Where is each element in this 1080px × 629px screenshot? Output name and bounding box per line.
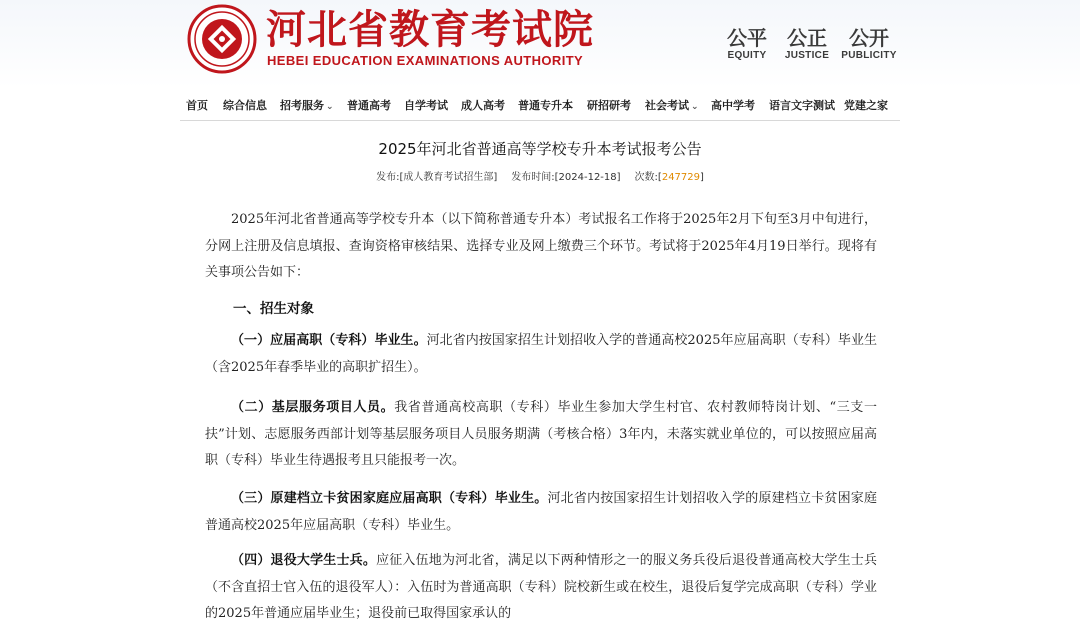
nav-item-gaokao[interactable] xyxy=(347,97,391,113)
paragraph-item-4 xyxy=(205,548,877,628)
nav-item-social-exams[interactable] xyxy=(645,97,699,113)
motto-zh: 公平 xyxy=(727,26,767,50)
item-text: 河北省内按国家招生计划招收入学的原建档立卡贫困家庭普通高校2025年应届高职（专科）毕业生。 xyxy=(205,491,877,533)
nav-label: 自学考试 xyxy=(404,99,448,112)
nav-label: 成人高考 xyxy=(461,99,505,112)
nav-label: 社会考试 xyxy=(645,99,689,112)
site-subtitle: HEBEI EDUCATION EXAMINATIONS AUTHORITY xyxy=(267,53,584,68)
item-text: 河北省内按国家招生计划招收入学的普通高校2025年应届高职（专科）毕业生（含2025年春季毕业的高职扩招生）。 xyxy=(205,333,877,375)
nav-label: 首页 xyxy=(186,99,208,112)
nav-item-adult-gaokao[interactable] xyxy=(461,97,505,113)
nav-label: 招考服务 xyxy=(280,99,324,112)
main-nav xyxy=(180,92,900,121)
paragraph-item-2 xyxy=(205,395,877,475)
nav-label: 综合信息 xyxy=(223,99,267,112)
article-meta xyxy=(180,168,900,183)
motto-publicity xyxy=(834,26,904,61)
chevron-down-icon: ⌄ xyxy=(326,102,334,112)
nav-item-upgrade-exam[interactable] xyxy=(518,97,573,113)
nav-item-language-test[interactable] xyxy=(769,97,835,113)
views-suffix: ] xyxy=(700,172,704,183)
motto-en: PUBLICITY xyxy=(841,50,897,61)
nav-item-graduate-exam[interactable] xyxy=(587,97,631,113)
authority-seal-logo[interactable] xyxy=(187,4,257,74)
nav-item-high-school-exam[interactable] xyxy=(711,97,755,113)
nav-item-home[interactable] xyxy=(186,97,208,113)
nav-label: 语言文字测试 xyxy=(769,99,835,112)
nav-label: 党建之家 xyxy=(844,99,888,112)
section-heading: 一、招生对象 xyxy=(233,301,314,317)
publish-date: 发布时间:[2024-12-18] xyxy=(511,172,621,183)
nav-label: 普通专升本 xyxy=(518,99,573,112)
nav-label: 高中学考 xyxy=(711,99,755,112)
motto-zh: 公开 xyxy=(849,26,889,50)
nav-item-party-building[interactable] xyxy=(844,97,888,113)
chevron-down-icon: ⌄ xyxy=(691,102,699,112)
nav-label: 普通高考 xyxy=(347,99,391,112)
item-text: 我省普通高校高职（专科）毕业生参加大学生村官、农村教师特岗计划、“三支一扶”计划、志愿服务西部计划等基层服务项目人员服务期满（考核合格）3年内，未落实就业单位的，可以按照应届高职（专科）毕业生待遇报考且只能报考一次。 xyxy=(205,400,877,468)
article-title: 2025年河北省普通高等学校专升本考试报考公告 xyxy=(378,140,702,158)
item-heading: （三）原建档立卡贫困家庭应届高职（专科）毕业生。 xyxy=(231,491,548,506)
nav-item-admission-services[interactable] xyxy=(280,97,334,113)
paragraph-item-3 xyxy=(205,486,877,539)
site-header xyxy=(0,0,1080,88)
item-heading: （四）退役大学生士兵。 xyxy=(231,553,377,568)
paragraph-item-1 xyxy=(205,328,877,381)
item-heading: （二）基层服务项目人员。 xyxy=(231,400,395,415)
nav-item-general-info[interactable] xyxy=(223,97,267,113)
intro-paragraph: 2025年河北省普通高等学校专升本（以下简称普通专升本）考试报名工作将于2025年2月下旬至3月中旬进行，分网上注册及信息填报、查询资格审核结果、选择专业及网上缴费三个环节。考试将于2025年4月19日举行。现将有关事项公告如下： xyxy=(205,212,877,280)
motto-zh: 公正 xyxy=(787,26,827,50)
motto-en: EQUITY xyxy=(727,50,767,61)
item-heading: （一）应届高职（专科）毕业生。 xyxy=(231,333,427,348)
nav-item-self-study-exam[interactable] xyxy=(404,97,448,113)
site-title[interactable]: 河北省教育考试院 xyxy=(266,6,594,53)
nav-label: 研招研考 xyxy=(587,99,631,112)
views-count: 247729 xyxy=(661,172,701,183)
views-label: 次数:[ xyxy=(634,172,662,183)
item-text: 应征入伍地为河北省，满足以下两种情形之一的服义务兵役后退役普通高校大学生士兵（不含直招士官入伍的退役军人）：入伍时为普通高职（专科）院校新生或在校生，退役后复学完成高职（专科）学业的2025年普通应届毕业生；退役前已取得国家承认的 xyxy=(205,553,877,621)
motto-en: JUSTICE xyxy=(784,50,830,61)
publisher-label: 发布:[成人教育考试招生部] xyxy=(376,172,498,183)
motto-justice xyxy=(772,26,842,61)
